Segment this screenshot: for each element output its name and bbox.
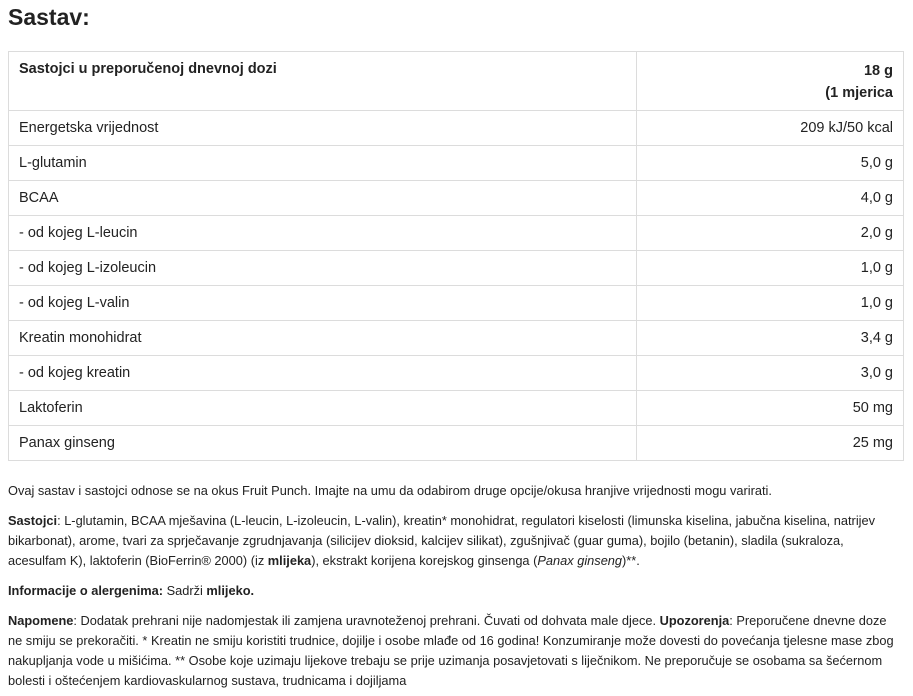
allergens-paragraph bbox=[8, 581, 904, 601]
ingredients-label: Sastojci bbox=[8, 513, 58, 528]
table-row bbox=[9, 321, 904, 356]
row-label: - od kojeg kreatin bbox=[9, 356, 637, 391]
row-label: Energetska vrijednost bbox=[9, 111, 637, 146]
nutrition-table bbox=[8, 51, 904, 461]
row-label: Laktoferin bbox=[9, 391, 637, 426]
table-row bbox=[9, 111, 904, 146]
row-value: 25 mg bbox=[637, 426, 904, 461]
ingredients-ginseng-italic: Panax ginseng bbox=[537, 553, 623, 568]
table-row bbox=[9, 216, 904, 251]
row-label: - od kojeg L-valin bbox=[9, 286, 637, 321]
row-label: L-glutamin bbox=[9, 146, 637, 181]
table-row bbox=[9, 356, 904, 391]
row-value: 4,0 g bbox=[637, 181, 904, 216]
table-row bbox=[9, 426, 904, 461]
row-value: 209 kJ/50 kcal bbox=[637, 111, 904, 146]
row-label: BCAA bbox=[9, 181, 637, 216]
ingredients-paragraph bbox=[8, 511, 904, 571]
notice-label: Napomene bbox=[8, 613, 74, 628]
ingredients-milk-bold: mlijeka bbox=[267, 553, 312, 568]
row-value: 2,0 g bbox=[637, 216, 904, 251]
notice-text-1: : Dodatak prehrani nije nadomjestak ili zamjena uravnoteženoj prehrani. Čuvati od dohvata male djece. bbox=[73, 613, 660, 628]
ingredients-text-2: ), ekstrakt korijena korejskog ginsenga ( bbox=[311, 553, 538, 568]
header-value bbox=[637, 52, 904, 111]
row-value: 50 mg bbox=[637, 391, 904, 426]
header-label: Sastojci u preporučenoj dnevnoj dozi bbox=[9, 52, 637, 111]
table-header-row bbox=[9, 52, 904, 111]
table-row bbox=[9, 251, 904, 286]
row-label: Kreatin monohidrat bbox=[9, 321, 637, 356]
notice-text-2: : Preporučene dnevne doze ne smiju se prekoračiti. * Kreatin ne smiju koristiti trudnice, dojilje i osobe mlađe od 16 godina! Konzumiranje može dovesti do povećanja tjelesne mase zbog nakupljanja vode u mišićima. ** Osobe koje uzimaju lijekove trebaju se prije uzimanja posavjetovati s liječnikom. Ne preporučuje se osobama sa šećernom bolesti i oštećenjem kardiovaskularnog sustava, trudnicama i dojiljama bbox=[8, 613, 894, 688]
flavour-note: Ovaj sastav i sastojci odnose se na okus Fruit Punch. Imajte na umu da odabirom druge opcije/okusa hranjive vrijednosti mogu varirati. bbox=[8, 483, 772, 498]
header-value-line1: 18 g bbox=[863, 63, 893, 79]
table-row bbox=[9, 181, 904, 216]
allergens-text: Sadrži bbox=[163, 583, 207, 598]
allergens-label: Informacije o alergenima: bbox=[8, 583, 164, 598]
warnings-label: Upozorenja bbox=[659, 613, 730, 628]
table-row bbox=[9, 391, 904, 426]
header-value-line2: (1 mjerica bbox=[825, 85, 893, 101]
row-value: 3,0 g bbox=[637, 356, 904, 391]
page-title: Sastav: bbox=[8, 4, 90, 30]
row-value: 5,0 g bbox=[637, 146, 904, 181]
row-value: 1,0 g bbox=[637, 251, 904, 286]
allergens-milk-bold: mlijeko. bbox=[206, 583, 255, 598]
row-value: 3,4 g bbox=[637, 321, 904, 356]
row-label: - od kojeg L-izoleucin bbox=[9, 251, 637, 286]
row-label: Panax ginseng bbox=[9, 426, 637, 461]
ingredients-text-3: )**. bbox=[622, 553, 640, 568]
row-label: - od kojeg L-leucin bbox=[9, 216, 637, 251]
ingredients-text-1: : L-glutamin, BCAA mješavina (L-leucin, L-izoleucin, L-valin), kreatin* monohidrat, regulatori kiselosti (limunska kiselina, jabučna kiselina, natrijev bikarbonat), arome, tvari za sprječavanje zgrudnjavanja (silicijev dioksid, kalcijev silikat), zgušnjivač (guar guma), bojilo (betanin), sladila (sukraloza, acesulfam K), laktoferin (BioFerrin® 2000) (iz bbox=[8, 513, 876, 568]
notice-paragraph bbox=[8, 611, 904, 691]
table-row bbox=[9, 286, 904, 321]
row-value: 1,0 g bbox=[637, 286, 904, 321]
table-row bbox=[9, 146, 904, 181]
